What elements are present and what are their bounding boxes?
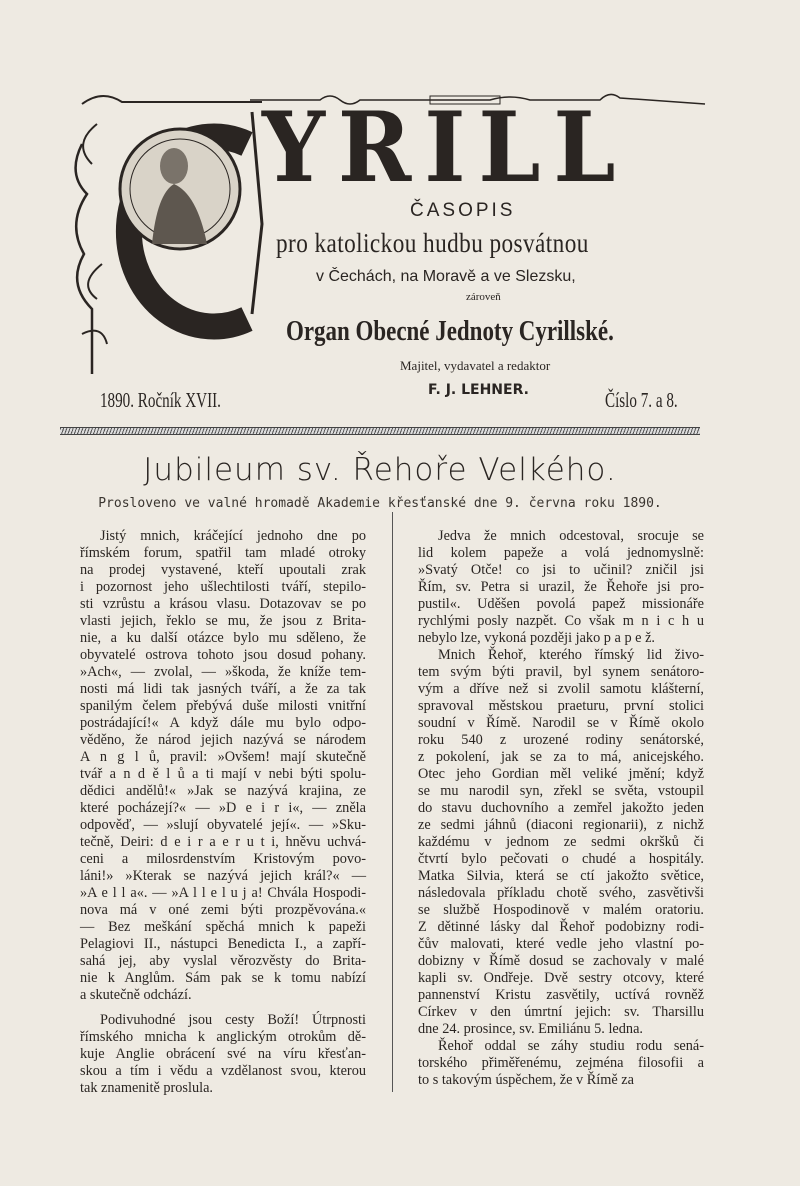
text-line: rychlými posly nazpět. Co však m n i c h u xyxy=(418,613,704,629)
text-line: Mnich Řehoř, kterého římský lid živo- xyxy=(438,647,704,663)
text-line: do stavu duchovního a zemřel jakožto jeden xyxy=(418,800,704,816)
text-line: tečně, Deiri: d e i r a e r u t i, hněvu uchvá- xyxy=(80,834,366,850)
paragraph xyxy=(80,528,366,1004)
text-line: Řím, sv. Petra si urazil, že Řehoře jsi pro- xyxy=(418,579,704,595)
text-line: Matka Silvia, která se ctí jakožto světice, xyxy=(418,868,704,884)
issue-number: Číslo 7. a 8. xyxy=(605,388,678,412)
text-line: se mu narodil syn, zřekl se světa, vstoupil xyxy=(418,783,704,799)
text-line: z pokolení, jak se za to má, anicejského. xyxy=(418,749,704,765)
text-line: to s takovým úspěchem, že v Římě za xyxy=(418,1072,634,1088)
text-line: lid kolem papeže a volá jednomyslně: xyxy=(418,545,704,561)
text-line: tvář a n d ě l ů a ti mají v nebi býti spolu- xyxy=(80,766,366,782)
paragraph xyxy=(418,528,704,647)
text-line: nie, a ku další otázce bylo mu sděleno, že xyxy=(80,630,366,646)
volume-year: 1890. Ročník XVII. xyxy=(100,388,221,412)
text-line: sahá jej, aby vyslal věrozvěsty do Brita- xyxy=(80,953,366,969)
text-line: římském forum, spatřil tam mladé otroky xyxy=(80,545,366,561)
text-line: římského mnicha k anglickým otrokům dě- xyxy=(80,1029,366,1045)
text-line: nosti má lidi tak jasných tváří, a že za tak xyxy=(80,681,366,697)
text-line: každému v jednom ze sedmi okršků či xyxy=(418,834,704,850)
text-line: kuje Anglie obrácení své na víru křesťan- xyxy=(80,1046,366,1062)
text-line: sti vzrůstu a krásou vlasu. Dotazovav se po xyxy=(80,596,366,612)
article-subtitle: Prosloveno ve valné hromadě Akademie křesťanské dne 9. června roku 1890. xyxy=(98,496,662,511)
text-line: dobizny v Římě dosud se zachovaly v malé xyxy=(418,953,704,969)
editor-name: F. J. LEHNER. xyxy=(428,382,529,398)
text-line: spravoval městskou praeturu, první stolici xyxy=(418,698,704,714)
column-divider xyxy=(392,512,393,1092)
text-line: věděno, že národ jejich nazývá se národem xyxy=(80,732,366,748)
text-line: dne 24. prosince, sv. Emiliánu 5. ledna. xyxy=(418,1021,643,1037)
text-line: které pocházejí?« — »D e i r i«, — zněla xyxy=(80,800,366,816)
text-line: spanilým čelem přebývá duše milosti vnitřní xyxy=(80,698,366,714)
text-line: čův malovati, které vedle jeho vlastní po- xyxy=(418,936,704,952)
text-line: Řehoř oddal se záhy studiu rodu sená- xyxy=(438,1038,704,1054)
text-line: láni!» »Kterak se nazývá jejich král?« — xyxy=(80,868,366,884)
text-line: postrádající!« A když dále mu bylo odpo- xyxy=(80,715,366,731)
text-line: Z dětinné lásky dal Řehoř podobizny rodi- xyxy=(418,919,704,935)
journal-also: zároveň xyxy=(466,291,501,303)
text-line: odpověď, — »slují obyvatelé její«. — »Sku- xyxy=(80,817,366,833)
text-line: čtvrtí bylo pečovati o chudé a hospitály. xyxy=(418,851,704,867)
text-line: »Ach«, — zvolal, — »škoda, že kníže tem- xyxy=(80,664,366,680)
text-line: vlasti jejich, řeklo se mu, že jsou z Brita- xyxy=(80,613,366,629)
text-line: A n g l ů, pravil: »Ovšem! mají skutečně xyxy=(80,749,366,765)
text-line: dědici andělů!« »Jak se nazývá krajina, ze xyxy=(80,783,366,799)
text-line: vým a dříve než si zvolil samotu klášterní, xyxy=(418,681,704,697)
text-line: ze sedmi jáhnů (diaconi regionarii), z nichž xyxy=(418,817,704,833)
paragraph xyxy=(80,1012,366,1097)
paragraph xyxy=(418,647,704,1038)
text-column-left xyxy=(80,528,366,1097)
article-title: Jubileum sv. Řehoře Velkého. xyxy=(143,452,617,488)
text-line: soudní v Římě. Narodil se v Římě okolo xyxy=(418,715,704,731)
publisher-label: Majitel, vydavatel a redaktor xyxy=(400,358,551,373)
text-line: nebylo lze, vykoná později jako p a p e ž. xyxy=(418,630,656,646)
text-line: se službě Hospodinově v malém oratoriu. xyxy=(418,902,704,918)
text-line: pustil«. Uděšen povolá papež missionáře xyxy=(418,596,704,612)
journal-organ: Organ Obecné Jednoty Cyrillské. xyxy=(286,316,614,347)
text-line: »Svatý Otče! co jsi to učinil? zničil jsi xyxy=(418,562,704,578)
text-line: Jistý mnich, kráčející jednoho dne po xyxy=(100,528,366,544)
text-line: a skutečně odchází. xyxy=(80,987,192,1003)
text-line: Jedva že mnich odcestoval, srocuje se xyxy=(438,528,704,544)
text-line: i pozornost jeho ušlechtilosti tváří, stepilo- xyxy=(80,579,366,595)
text-line: skou a tím i vědu a vzdělanost svou, kterou xyxy=(80,1063,366,1079)
text-line: Církev v den úmrtní jejich: sv. Tharsillu xyxy=(418,1004,704,1020)
text-line: obyvatelé ostrova tohoto jsou dosud pohany. xyxy=(80,647,366,663)
text-line: pannenství Kristu zasvětily, uctívá rovněž xyxy=(418,987,704,1003)
journal-kind: ČASOPIS xyxy=(410,200,516,221)
ornamental-initial-c-logo xyxy=(62,84,272,384)
text-line: »A e l l a«. — »A l l e l u j a! Chvála Hospodi- xyxy=(80,885,366,901)
text-line: Otec jeho Gordian měl veliké jmění; když xyxy=(418,766,704,782)
text-line: na prodej vystavené, kteří upoutali zrak xyxy=(80,562,366,578)
text-line: roku 540 z urozené rodiny senátorské, xyxy=(418,732,704,748)
text-line: nova má v oné zemi býti prozpěvována.« xyxy=(80,902,366,918)
text-line: kapli sv. Ondřeje. Dvě sestry otcovy, které xyxy=(418,970,704,986)
text-line: následovala příkladu chotě svého, zasvětivši xyxy=(418,885,704,901)
journal-region: v Čechách, na Moravě a ve Slezsku, xyxy=(316,268,576,285)
text-line: — Bez meškání spěchá mnich k papeži xyxy=(80,919,366,935)
journal-title: YRILL xyxy=(262,91,629,204)
paragraph xyxy=(418,1038,704,1089)
text-line: Podivuhodné jsou cesty Boží! Útrpnosti xyxy=(100,1012,366,1028)
text-line: Pelagiovi II., nástupci Benedicta I., a zapří- xyxy=(80,936,366,952)
text-line: torského přiměřenému, zejména filosofii a xyxy=(418,1055,704,1071)
text-line: ceni a milosrdenstvím Kristovým povo- xyxy=(80,851,366,867)
text-line: tak znamenitě proslula. xyxy=(80,1080,213,1096)
text-column-right xyxy=(418,528,704,1089)
journal-subtitle: pro katolickou hudbu posvátnou xyxy=(276,228,589,258)
header-divider xyxy=(60,427,700,435)
text-line: tem svým býti pravil, byl synem senátoro- xyxy=(418,664,704,680)
text-line: nie k Anglům. Sám pak se k tomu nabízí xyxy=(80,970,366,986)
